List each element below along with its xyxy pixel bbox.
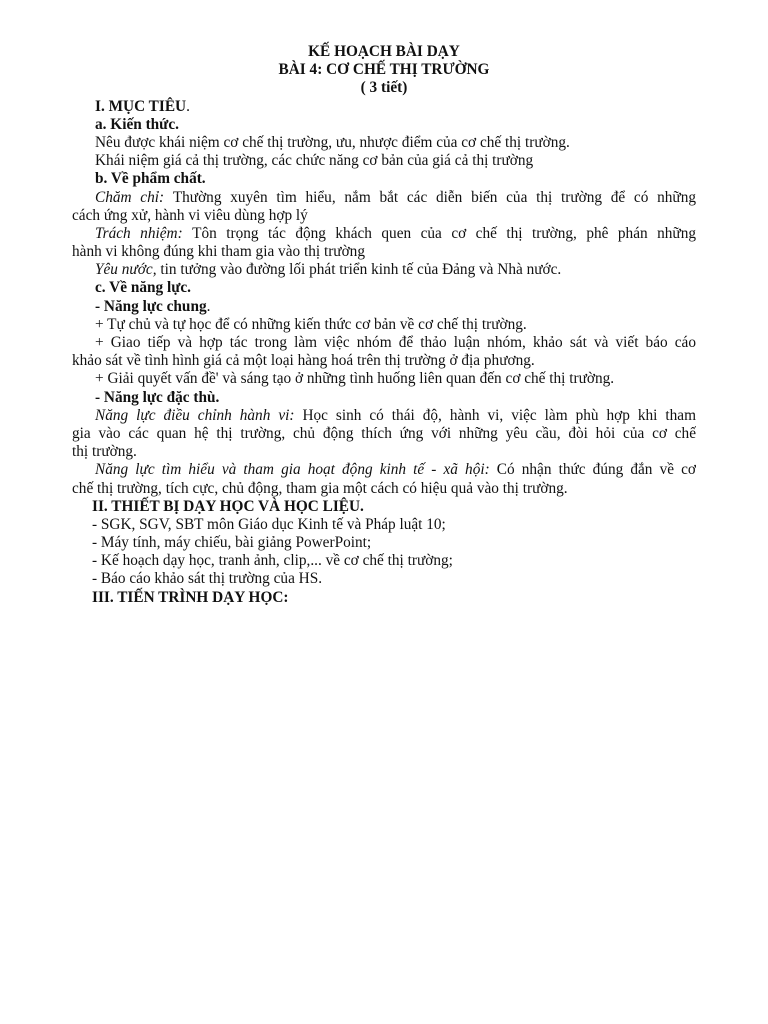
- text-run: Nêu được khái niệm cơ chế thị trường, ưu, nhược điểm của cơ chế thị trường.: [95, 133, 570, 151]
- text-run: + Tự chủ và tự học để có những kiến thức cơ bản về cơ chế thị trường.: [95, 315, 527, 333]
- section-heading: [0, 589, 696, 607]
- text-line: [0, 370, 696, 388]
- text-run: .: [186, 97, 190, 115]
- text-line: [0, 570, 696, 588]
- text-run: cách ứng xử, hành vi viêu dùng hợp lý: [72, 206, 308, 224]
- text-line: [0, 243, 696, 261]
- italic-label: Trách nhiệm:: [95, 224, 193, 242]
- text-line: [0, 207, 696, 225]
- text-run: b. Về phẩm chất.: [95, 170, 206, 188]
- text-line: [0, 261, 696, 279]
- text-run: + Giao tiếp và hợp tác trong làm việc nhóm để thảo luận nhóm, khảo sát và viết báo cáo: [95, 334, 696, 351]
- lesson-duration: [0, 79, 768, 97]
- italic-label: Chăm chỉ:: [95, 188, 173, 206]
- lesson-title: [0, 61, 768, 79]
- text-run: a. Kiến thức.: [95, 115, 179, 133]
- text-run: Thường xuyên tìm hiểu, nắm bắt các diễn biến của thị trường để có những: [172, 188, 696, 206]
- text-run: I. MỤC TIÊU: [95, 97, 187, 115]
- italic-label: Năng lực tìm hiểu và tham gia hoạt động kinh tế - xã hội:: [95, 461, 497, 479]
- text-run: Có nhận thức đúng đắn về cơ: [496, 461, 696, 479]
- text-run: thị trường.: [72, 443, 137, 461]
- text-run: Học sinh có thái độ, hành vi, việc làm phù hợp khi tham: [302, 406, 696, 424]
- text-run: gia vào các quan hệ thị trường, chủ động thích ứng với những yêu cầu, đòi hỏi của cơ chế: [72, 424, 696, 442]
- subsection-heading: [0, 170, 696, 188]
- text-line: [0, 134, 696, 152]
- text-run: ( 3 tiết): [360, 79, 408, 97]
- text-line: [0, 425, 696, 443]
- text-run: c. Về năng lực.: [95, 279, 192, 297]
- text-run: BÀI 4: CƠ CHẾ THỊ TRƯỜNG: [278, 61, 490, 79]
- text-run: - Năng lực chung: [95, 297, 207, 315]
- text-run: - Năng lực đặc thù.: [95, 388, 220, 406]
- subsection-heading: [0, 279, 696, 297]
- text-line: [0, 316, 696, 334]
- text-line: [0, 334, 696, 352]
- text-line: [0, 552, 696, 570]
- text-line: [0, 389, 696, 407]
- section-heading: [0, 98, 696, 116]
- document-page: [0, 43, 768, 607]
- text-line: [0, 443, 696, 461]
- text-line: [0, 407, 696, 425]
- text-run: Khái niệm giá cả thị trường, các chức năng cơ bản của giá cả thị trường: [95, 152, 534, 170]
- section-heading: [0, 498, 696, 516]
- text-run: - Kế hoạch dạy học, tranh ảnh, clip,... về cơ chế thị trường;: [92, 552, 453, 570]
- text-run: Tôn trọng tác động khách quen của cơ chế thị trường, phê phán những: [192, 224, 696, 242]
- text-run: + Giải quyết vấn đề' và sáng tạo ở những tình huống liên quan đến cơ chế thị trường.: [95, 370, 615, 388]
- text-run: II. THIẾT BỊ DẠY HỌC VÀ HỌC LIỆU.: [92, 497, 364, 515]
- text-line: [0, 152, 696, 170]
- text-run: hành vi không đúng khi tham gia vào thị trường: [72, 243, 365, 261]
- text-run: - Báo cáo khảo sát thị trường của HS.: [92, 570, 323, 588]
- text-run: .: [206, 297, 211, 315]
- text-line: [0, 480, 696, 498]
- text-line: [0, 352, 696, 370]
- text-run: III. TIẾN TRÌNH DẠY HỌC:: [92, 588, 289, 606]
- text-run: tin tưởng vào đường lối phát triển kinh tế của Đảng và Nhà nước.: [156, 261, 562, 279]
- text-line: [0, 534, 696, 552]
- italic-label: Năng lực điều chỉnh hành vi:: [95, 406, 303, 424]
- text-line: [0, 516, 696, 534]
- subsection-heading: [0, 116, 696, 134]
- text-run: khảo sát về tình hình giá cả một loại hàng hoá trên thị trường ở địa phương.: [72, 352, 535, 370]
- text-run: KẾ HOẠCH BÀI DẠY: [308, 43, 460, 60]
- italic-label: Yêu nước,: [95, 261, 157, 279]
- text-run: - Máy tính, máy chiếu, bài giảng PowerPoint;: [92, 534, 372, 552]
- text-run: - SGK, SGV, SBT môn Giáo dục Kinh tế và Pháp luật 10;: [92, 515, 446, 533]
- text-line: [0, 461, 696, 479]
- text-line: [0, 298, 696, 316]
- document-title: [0, 43, 768, 61]
- text-run: chế thị trường, tích cực, chủ động, tham gia một cách có hiệu quả vào thị trường.: [72, 479, 568, 497]
- text-line: [0, 189, 696, 207]
- text-line: [0, 225, 696, 243]
